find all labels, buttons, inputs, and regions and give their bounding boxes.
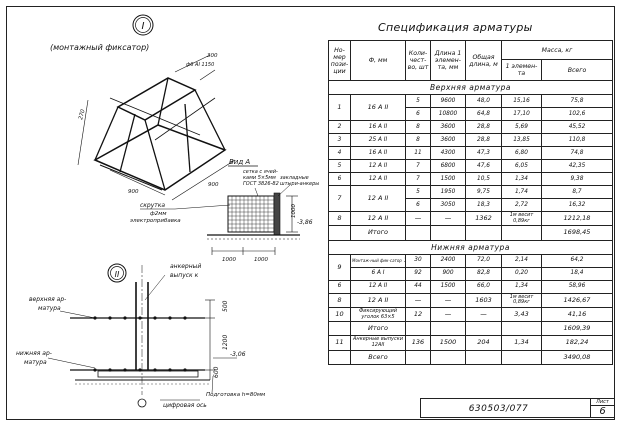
dim-bottom-1: 1000 <box>222 257 236 263</box>
table-cell: 204 <box>466 336 502 350</box>
table-cell: 12 А II <box>351 186 406 212</box>
table-cell <box>406 226 431 240</box>
table-cell: 1м весит 0,89кг <box>502 212 542 226</box>
table-cell: 11 <box>329 336 351 350</box>
mesh-note-2: ками 5×5мм <box>243 175 276 181</box>
stamp-divider <box>576 398 590 418</box>
table-cell <box>431 322 466 336</box>
table-cell <box>466 350 502 364</box>
table-row <box>329 254 613 267</box>
table-cell: 2400 <box>431 254 466 267</box>
table-cell: Монтаж-ный фик-сатор <box>351 254 406 267</box>
section-bottom: Нижняя арматура <box>329 240 613 254</box>
section-top: Верхняя арматура <box>329 81 613 95</box>
table-cell: 12 А II <box>351 173 406 186</box>
table-cell: 41,16 <box>542 307 613 321</box>
axis-label: цифровая ось <box>163 402 207 409</box>
table-cell: 182,24 <box>542 336 613 350</box>
total-bottom-row <box>329 322 613 336</box>
table-cell: 12 А II <box>351 160 406 173</box>
table-cell: Итого <box>351 322 406 336</box>
grand-total-row <box>329 350 613 364</box>
spec-table <box>328 40 613 365</box>
table-cell: 16 А II <box>351 121 406 134</box>
table-cell: 18,3 <box>466 199 502 212</box>
table-row <box>329 293 613 307</box>
table-cell: 1426,67 <box>542 293 613 307</box>
table-cell: 136 <box>406 336 431 350</box>
table-cell: Анкерные выпуски 12АII <box>351 336 406 350</box>
table-cell: Фиксирующий уголок 63×5 <box>351 307 406 321</box>
table-cell: — <box>431 212 466 226</box>
table-cell: 8,7 <box>542 186 613 199</box>
table-cell: 47,6 <box>466 160 502 173</box>
drawing-code: 630503/077 <box>420 398 576 418</box>
table-cell: 9,75 <box>466 186 502 199</box>
table-cell: — <box>431 307 466 321</box>
fixator-iso-drawing <box>78 55 235 200</box>
table-cell: 12 А II <box>351 212 406 226</box>
sheet-number-box <box>590 398 615 418</box>
table-cell <box>406 322 431 336</box>
table-cell: 74,8 <box>542 147 613 160</box>
table-cell: 3490,08 <box>542 350 613 364</box>
table-cell: 25 А II <box>351 134 406 147</box>
table-cell: 6800 <box>431 160 466 173</box>
table-cell: 3600 <box>431 121 466 134</box>
table-cell: 64,2 <box>542 254 613 267</box>
table-cell: 8 <box>406 121 431 134</box>
table-cell: 6 <box>329 280 351 293</box>
table-cell: 2 <box>329 121 351 134</box>
table-row <box>329 280 613 293</box>
table-cell: — <box>431 293 466 307</box>
anchor-label-2: выпуск к <box>170 272 199 279</box>
table-cell: 12 А II <box>351 293 406 307</box>
table-cell: 17,10 <box>502 108 542 121</box>
table-cell <box>329 350 351 364</box>
dim-900-a: 900 <box>128 189 139 195</box>
table-cell: 1м весит 0,89кг <box>502 293 542 307</box>
table-cell: 92 <box>406 267 431 280</box>
table-cell: 2,14 <box>502 254 542 267</box>
table-cell: 4 <box>329 147 351 160</box>
dim-600: 600 <box>213 366 220 378</box>
lower-rebar-2: матура <box>24 359 47 366</box>
table-cell: 5 <box>329 160 351 173</box>
dim-300: 300 <box>207 53 218 59</box>
col-dia: Ф, мм <box>351 41 406 81</box>
table-cell: 1,34 <box>502 280 542 293</box>
table-cell: — <box>466 307 502 321</box>
twist-label-1: скрутка <box>140 202 166 209</box>
table-cell: 75,8 <box>542 95 613 108</box>
table-cell <box>502 226 542 240</box>
table-cell: Итого <box>351 226 406 240</box>
table-cell: 16,32 <box>542 199 613 212</box>
mesh-note-3: ГОСТ 3826-82 <box>243 181 279 187</box>
table-cell: 2,72 <box>502 199 542 212</box>
table-cell: 1,74 <box>502 186 542 199</box>
table-row <box>329 160 613 173</box>
dim-900-b: 900 <box>208 182 219 188</box>
table-cell: 10,5 <box>466 173 502 186</box>
table-cell: 28,8 <box>466 134 502 147</box>
table-cell: 64,8 <box>466 108 502 121</box>
table-cell: 18,4 <box>542 267 613 280</box>
table-cell: 30 <box>406 254 431 267</box>
table-cell: 13,85 <box>502 134 542 147</box>
table-row <box>329 267 613 280</box>
table-cell <box>502 322 542 336</box>
table-cell: 6 <box>329 173 351 186</box>
table-cell: 5 <box>406 95 431 108</box>
table-row <box>329 121 613 134</box>
table-cell <box>466 226 502 240</box>
level-386: -3,86 <box>297 219 313 226</box>
table-row <box>329 212 613 226</box>
marker-1-label: I <box>141 21 145 32</box>
table-cell: 7 <box>406 160 431 173</box>
table-cell: 6 <box>406 108 431 121</box>
table-cell: 12 А II <box>351 280 406 293</box>
anchor-row <box>329 336 613 350</box>
upper-rebar-1: верхняя ар- <box>29 296 67 303</box>
table-row <box>329 186 613 199</box>
table-cell: 9,38 <box>542 173 613 186</box>
table-cell: 7 <box>329 186 351 212</box>
table-cell: 5,69 <box>502 121 542 134</box>
table-cell: 8 <box>329 293 351 307</box>
table-cell: 110,8 <box>542 134 613 147</box>
table-cell <box>502 350 542 364</box>
table-cell: — <box>406 212 431 226</box>
table-cell: 1 <box>329 95 351 121</box>
table-cell: 8 <box>406 134 431 147</box>
table-cell: 1,34 <box>502 173 542 186</box>
table-cell: 4300 <box>431 147 466 160</box>
marker-1 <box>133 15 153 35</box>
table-cell: 15,16 <box>502 95 542 108</box>
table-cell: 1603 <box>466 293 502 307</box>
table-cell: 3,43 <box>502 307 542 321</box>
col-len-tot: Общая длина, м <box>466 41 502 81</box>
dim-rod: ф6 АI 1150 <box>186 62 215 68</box>
table-cell: 16 А II <box>351 95 406 121</box>
table-cell: 7 <box>406 173 431 186</box>
table-cell: 1212,18 <box>542 212 613 226</box>
embedded-label-2: штыри-анкеры <box>280 181 320 187</box>
concrete-prep-label: Подготовка h=80мм <box>206 392 266 398</box>
table-cell: 102,6 <box>542 108 613 121</box>
table-cell: 1698,45 <box>542 226 613 240</box>
table-cell: 3050 <box>431 199 466 212</box>
table-row <box>329 95 613 108</box>
view-a-label: Вид А <box>229 158 251 166</box>
fixator-label: (монтажный фиксатор) <box>50 43 150 52</box>
table-cell: 6 А I <box>351 267 406 280</box>
table-row <box>329 147 613 160</box>
table-cell: 3 <box>329 134 351 147</box>
col-qty: Коли-чест-во, шт <box>406 41 431 81</box>
table-cell: 1609,39 <box>542 322 613 336</box>
sheet-number: 6 <box>599 406 606 417</box>
table-cell: 9 <box>329 254 351 280</box>
table-row <box>329 134 613 147</box>
mesh-note-1: сетка с ячей- <box>243 169 278 175</box>
table-cell: 44 <box>406 280 431 293</box>
twist-label-2: ф2мм <box>150 211 167 217</box>
table-cell <box>431 350 466 364</box>
table-cell: 1500 <box>431 173 466 186</box>
col-mass: Масса, кг <box>502 41 613 60</box>
level-306: -3,06 <box>230 351 246 358</box>
table-cell <box>329 322 351 336</box>
table-cell: 16 А II <box>351 147 406 160</box>
anchor-label-1: анкерный <box>170 263 202 270</box>
marker-2-label: II <box>114 270 120 279</box>
table-cell <box>466 322 502 336</box>
table-row <box>329 173 613 186</box>
table-row <box>329 307 613 321</box>
embedded-label-1: закладные <box>280 175 309 181</box>
table-cell: 6,80 <box>502 147 542 160</box>
table-cell: 1,34 <box>502 336 542 350</box>
table-cell: 10 <box>329 307 351 321</box>
table-cell: 10800 <box>431 108 466 121</box>
table-cell: 1362 <box>466 212 502 226</box>
section-2-drawing <box>48 265 237 407</box>
table-cell: 11 <box>406 147 431 160</box>
dim-bottom-2: 1000 <box>254 257 268 263</box>
dim-1200: 1200 <box>222 334 229 350</box>
table-cell: 900 <box>431 267 466 280</box>
table-cell: 6 <box>406 199 431 212</box>
table-cell: 28,8 <box>466 121 502 134</box>
upper-rebar-2: матура <box>38 305 61 312</box>
table-cell: 9600 <box>431 95 466 108</box>
table-cell: 3600 <box>431 134 466 147</box>
col-mass-tot: Всего <box>542 60 613 81</box>
table-cell: 66,0 <box>466 280 502 293</box>
col-len-el: Длина 1 элемен-та, мм <box>431 41 466 81</box>
table-cell: 12 <box>406 307 431 321</box>
table-cell: 58,96 <box>542 280 613 293</box>
table-cell: 72,0 <box>466 254 502 267</box>
view-a-drawing <box>207 185 300 255</box>
lower-rebar-1: нижняя ар- <box>16 350 52 357</box>
col-mass-el: 1 элемен-та <box>502 60 542 81</box>
sheet-label: Лист <box>591 399 614 406</box>
table-cell <box>431 226 466 240</box>
table-cell: 8 <box>329 212 351 226</box>
table-cell: 1500 <box>431 336 466 350</box>
table-cell: 82,8 <box>466 267 502 280</box>
table-cell <box>329 226 351 240</box>
dim-1000-vertical: 1000 <box>291 204 297 218</box>
table-cell: Всего <box>351 350 406 364</box>
dim-500: 500 <box>222 300 229 312</box>
table-cell: 1950 <box>431 186 466 199</box>
electrode-label: электроприбавка <box>130 218 181 224</box>
table-cell: 42,35 <box>542 160 613 173</box>
table-cell: 45,52 <box>542 121 613 134</box>
table-cell: — <box>406 293 431 307</box>
marker-2 <box>108 264 126 282</box>
total-top-row <box>329 226 613 240</box>
table-cell: 47,3 <box>466 147 502 160</box>
dim-270: 270 <box>78 108 87 121</box>
table-cell: 5 <box>406 186 431 199</box>
table-cell: 6,05 <box>502 160 542 173</box>
table-cell: 1500 <box>431 280 466 293</box>
table-cell: 48,0 <box>466 95 502 108</box>
table-cell: 0,20 <box>502 267 542 280</box>
col-pos: Но-мер пози-ции <box>329 41 351 81</box>
spec-title: Спецификация арматуры <box>378 21 533 34</box>
table-cell <box>406 350 431 364</box>
